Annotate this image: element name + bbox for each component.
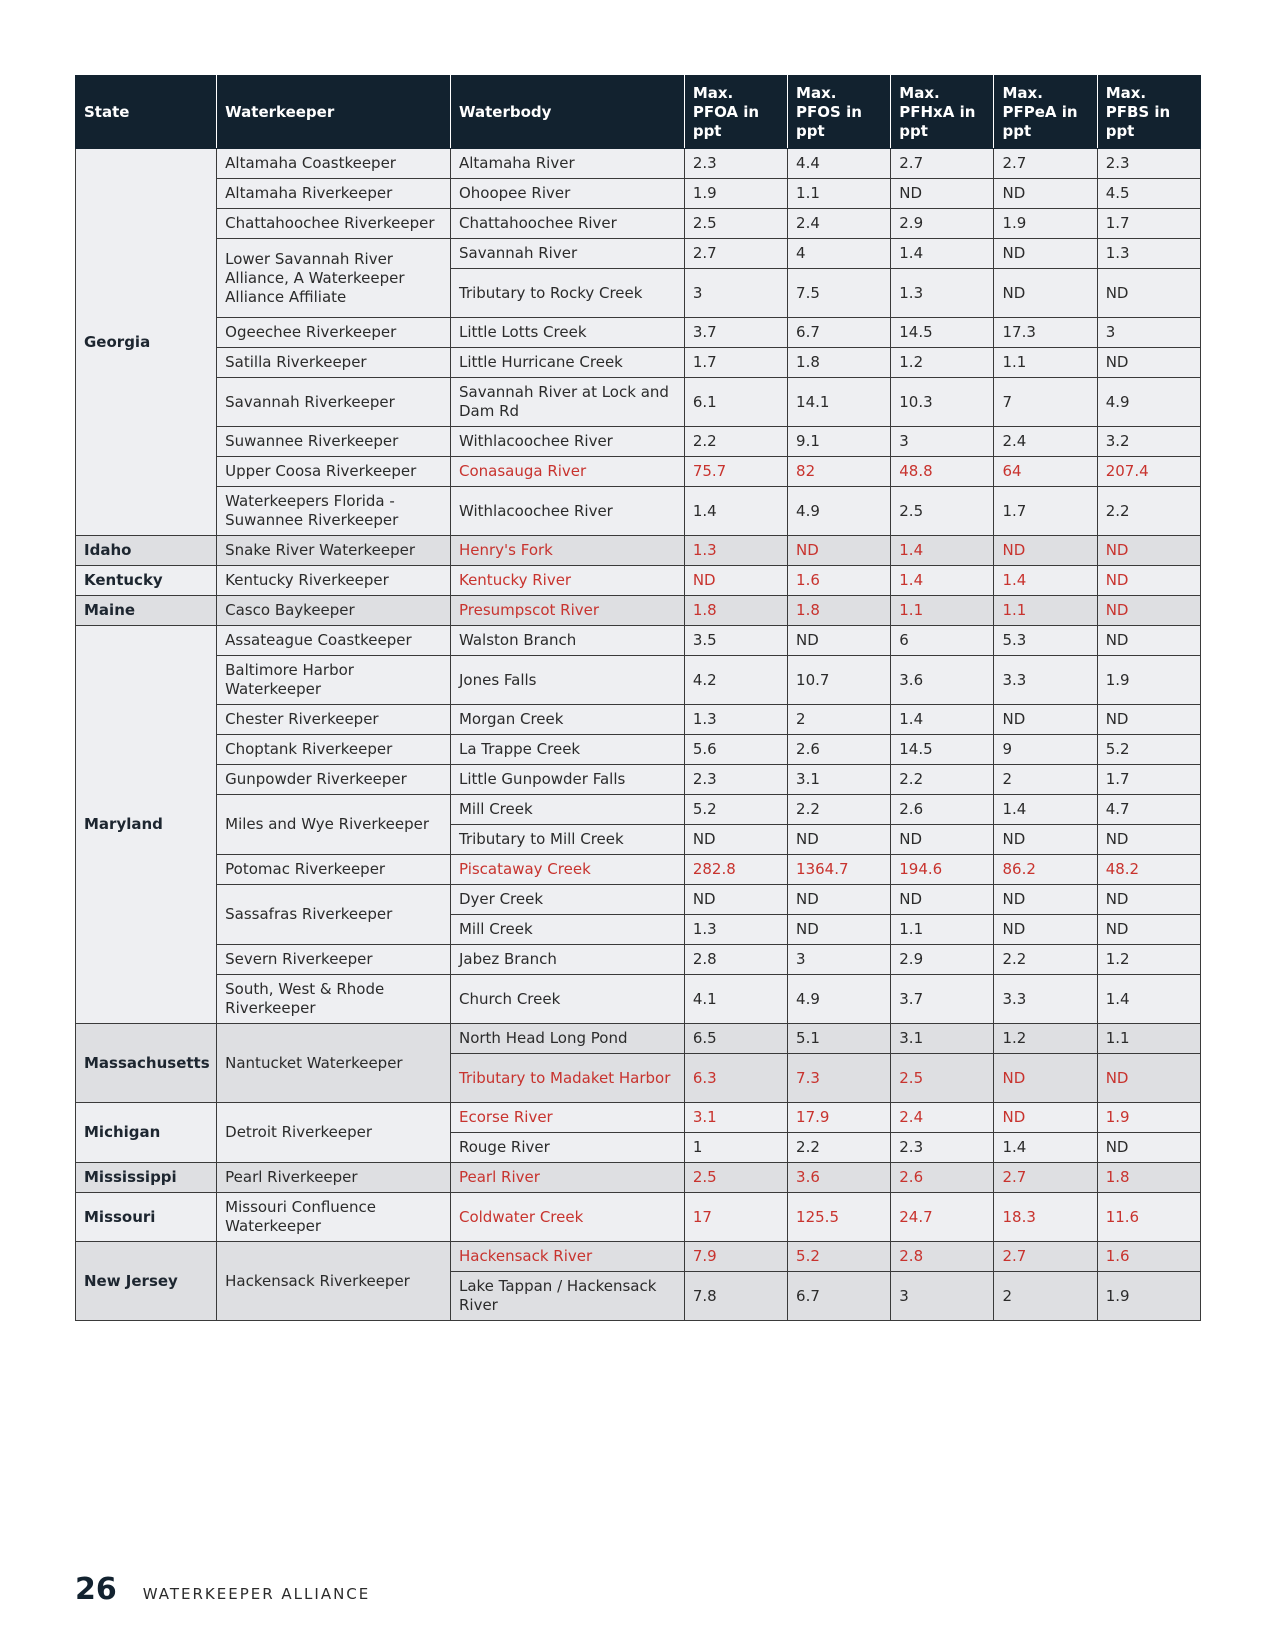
state-cell: New Jersey (76, 1242, 217, 1321)
page-footer (75, 1572, 370, 1607)
value-cell-pfhxa: 2.7 (891, 149, 994, 179)
value-cell-pfpea: 7 (994, 378, 1097, 427)
state-group (76, 566, 1201, 596)
value-cell-pfpea: 1.7 (994, 487, 1097, 536)
value-cell-pfbs: 2.2 (1097, 487, 1200, 536)
value-cell-pfpea: 1.4 (994, 795, 1097, 825)
value-cell-pfhxa: 2.9 (891, 209, 994, 239)
table-row (76, 596, 1201, 626)
value-cell-pfos: 6.7 (788, 318, 891, 348)
value-cell-pfoa: 6.3 (684, 1054, 787, 1103)
waterkeeper-cell: Miles and Wye Riverkeeper (217, 795, 451, 855)
table-row (76, 795, 1201, 825)
waterbody-cell: Jones Falls (450, 656, 684, 705)
value-cell-pfpea: ND (994, 915, 1097, 945)
waterbody-cell: Withlacoochee River (450, 427, 684, 457)
value-cell-pfbs: 1.9 (1097, 656, 1200, 705)
value-cell-pfos: 7.5 (788, 269, 891, 318)
value-cell-pfhxa: 1.2 (891, 348, 994, 378)
table-row (76, 427, 1201, 457)
value-cell-pfhxa: 2.2 (891, 765, 994, 795)
value-cell-pfos: 2.2 (788, 795, 891, 825)
waterbody-cell: Pearl River (450, 1163, 684, 1193)
waterbody-cell: Coldwater Creek (450, 1193, 684, 1242)
value-cell-pfbs: 5.2 (1097, 735, 1200, 765)
value-cell-pfpea: 1.2 (994, 1024, 1097, 1054)
value-cell-pfos: ND (788, 825, 891, 855)
value-cell-pfos: 125.5 (788, 1193, 891, 1242)
waterbody-cell: Savannah River at Lock and Dam Rd (450, 378, 684, 427)
value-cell-pfos: 5.2 (788, 1242, 891, 1272)
waterbody-cell: Mill Creek (450, 795, 684, 825)
value-cell-pfpea: 17.3 (994, 318, 1097, 348)
value-cell-pfos: ND (788, 536, 891, 566)
value-cell-pfoa: 1.7 (684, 348, 787, 378)
value-cell-pfhxa: ND (891, 885, 994, 915)
waterkeeper-cell: Kentucky Riverkeeper (217, 566, 451, 596)
value-cell-pfhxa: 194.6 (891, 855, 994, 885)
value-cell-pfoa: 2.5 (684, 1163, 787, 1193)
table-header (76, 76, 1201, 149)
value-cell-pfbs: ND (1097, 1133, 1200, 1163)
value-cell-pfhxa: 10.3 (891, 378, 994, 427)
value-cell-pfos: 2 (788, 705, 891, 735)
state-group (76, 626, 1201, 1024)
value-cell-pfbs: 4.5 (1097, 179, 1200, 209)
state-group (76, 149, 1201, 536)
value-cell-pfoa: 6.1 (684, 378, 787, 427)
value-cell-pfpea: 2.7 (994, 1163, 1097, 1193)
state-group (76, 596, 1201, 626)
value-cell-pfpea: ND (994, 239, 1097, 269)
value-cell-pfos: 5.1 (788, 1024, 891, 1054)
table-row (76, 705, 1201, 735)
value-cell-pfpea: 2.4 (994, 427, 1097, 457)
value-cell-pfoa: 1 (684, 1133, 787, 1163)
value-cell-pfbs: 3.2 (1097, 427, 1200, 457)
value-cell-pfpea: ND (994, 885, 1097, 915)
value-cell-pfoa: 3.7 (684, 318, 787, 348)
value-cell-pfhxa: 2.5 (891, 1054, 994, 1103)
value-cell-pfhxa: 2.8 (891, 1242, 994, 1272)
value-cell-pfos: 1.6 (788, 566, 891, 596)
value-cell-pfbs: ND (1097, 825, 1200, 855)
value-cell-pfos: 6.7 (788, 1272, 891, 1321)
state-cell: Kentucky (76, 566, 217, 596)
value-cell-pfhxa: 3.6 (891, 656, 994, 705)
waterbody-cell: Chattahoochee River (450, 209, 684, 239)
value-cell-pfbs: ND (1097, 626, 1200, 656)
table-row (76, 855, 1201, 885)
value-cell-pfbs: ND (1097, 348, 1200, 378)
waterkeeper-cell: Casco Baykeeper (217, 596, 451, 626)
value-cell-pfoa: 1.3 (684, 915, 787, 945)
value-cell-pfbs: 1.4 (1097, 975, 1200, 1024)
state-cell: Maryland (76, 626, 217, 1024)
state-cell: Michigan (76, 1103, 217, 1163)
waterbody-cell: Presumpscot River (450, 596, 684, 626)
value-cell-pfpea: 2.7 (994, 149, 1097, 179)
value-cell-pfos: 1.1 (788, 179, 891, 209)
waterkeeper-cell: Gunpowder Riverkeeper (217, 765, 451, 795)
value-cell-pfhxa: 2.5 (891, 487, 994, 536)
table-row (76, 765, 1201, 795)
column-header-waterbody: Waterbody (450, 76, 684, 149)
waterbody-cell: Altamaha River (450, 149, 684, 179)
value-cell-pfoa: 2.8 (684, 945, 787, 975)
value-cell-pfoa: 7.9 (684, 1242, 787, 1272)
waterbody-cell: Ecorse River (450, 1103, 684, 1133)
waterkeeper-cell: Savannah Riverkeeper (217, 378, 451, 427)
waterkeeper-cell: Pearl Riverkeeper (217, 1163, 451, 1193)
state-group (76, 536, 1201, 566)
value-cell-pfpea: 9 (994, 735, 1097, 765)
value-cell-pfos: 1364.7 (788, 855, 891, 885)
value-cell-pfoa: ND (684, 825, 787, 855)
table-row (76, 348, 1201, 378)
waterkeeper-cell: Suwannee Riverkeeper (217, 427, 451, 457)
value-cell-pfos: 3.1 (788, 765, 891, 795)
value-cell-pfos: ND (788, 915, 891, 945)
waterkeeper-cell: Baltimore Harbor Waterkeeper (217, 656, 451, 705)
value-cell-pfbs: ND (1097, 566, 1200, 596)
page-number: 26 (75, 1572, 117, 1607)
value-cell-pfoa: 1.9 (684, 179, 787, 209)
waterkeeper-cell: Altamaha Coastkeeper (217, 149, 451, 179)
value-cell-pfbs: 1.7 (1097, 765, 1200, 795)
value-cell-pfos: 3.6 (788, 1163, 891, 1193)
value-cell-pfos: 82 (788, 457, 891, 487)
waterkeeper-cell: Sassafras Riverkeeper (217, 885, 451, 945)
waterbody-cell: Piscataway Creek (450, 855, 684, 885)
value-cell-pfbs: 1.8 (1097, 1163, 1200, 1193)
waterkeeper-cell: Chester Riverkeeper (217, 705, 451, 735)
value-cell-pfbs: ND (1097, 1054, 1200, 1103)
value-cell-pfpea: ND (994, 1103, 1097, 1133)
pfas-results-table (75, 75, 1201, 1321)
organization-name: WATERKEEPER ALLIANCE (142, 1585, 371, 1603)
value-cell-pfpea: 3.3 (994, 656, 1097, 705)
value-cell-pfpea: 2 (994, 1272, 1097, 1321)
value-cell-pfos: 2.6 (788, 735, 891, 765)
value-cell-pfpea: 2.7 (994, 1242, 1097, 1272)
value-cell-pfhxa: 24.7 (891, 1193, 994, 1242)
waterbody-cell: Dyer Creek (450, 885, 684, 915)
waterkeeper-cell: South, West & Rhode Riverkeeper (217, 975, 451, 1024)
waterbody-cell: Conasauga River (450, 457, 684, 487)
value-cell-pfhxa: 1.1 (891, 596, 994, 626)
waterkeeper-cell: Altamaha Riverkeeper (217, 179, 451, 209)
waterbody-cell: Church Creek (450, 975, 684, 1024)
waterkeeper-cell: Detroit Riverkeeper (217, 1103, 451, 1163)
value-cell-pfbs: ND (1097, 885, 1200, 915)
table-row (76, 735, 1201, 765)
value-cell-pfoa: 5.2 (684, 795, 787, 825)
waterbody-cell: Mill Creek (450, 915, 684, 945)
table-row (76, 1163, 1201, 1193)
value-cell-pfpea: ND (994, 536, 1097, 566)
waterbody-cell: Savannah River (450, 239, 684, 269)
state-cell: Georgia (76, 149, 217, 536)
value-cell-pfos: 4 (788, 239, 891, 269)
value-cell-pfbs: 1.9 (1097, 1272, 1200, 1321)
value-cell-pfhxa: 2.9 (891, 945, 994, 975)
value-cell-pfhxa: 2.6 (891, 795, 994, 825)
value-cell-pfoa: 4.1 (684, 975, 787, 1024)
state-group (76, 1024, 1201, 1103)
table-row (76, 179, 1201, 209)
value-cell-pfpea: 3.3 (994, 975, 1097, 1024)
value-cell-pfhxa: 1.4 (891, 705, 994, 735)
table-row (76, 656, 1201, 705)
value-cell-pfpea: ND (994, 705, 1097, 735)
column-header-pfos: Max. PFOS in ppt (788, 76, 891, 149)
value-cell-pfhxa: 1.4 (891, 536, 994, 566)
waterbody-cell: North Head Long Pond (450, 1024, 684, 1054)
waterkeeper-cell: Satilla Riverkeeper (217, 348, 451, 378)
value-cell-pfos: 3 (788, 945, 891, 975)
state-cell: Mississippi (76, 1163, 217, 1193)
table-row (76, 487, 1201, 536)
value-cell-pfbs: 1.6 (1097, 1242, 1200, 1272)
value-cell-pfbs: ND (1097, 269, 1200, 318)
table-row (76, 457, 1201, 487)
value-cell-pfos: ND (788, 626, 891, 656)
waterbody-cell: Rouge River (450, 1133, 684, 1163)
value-cell-pfbs: ND (1097, 705, 1200, 735)
value-cell-pfhxa: 2.4 (891, 1103, 994, 1133)
value-cell-pfbs: 4.7 (1097, 795, 1200, 825)
waterbody-cell: Little Gunpowder Falls (450, 765, 684, 795)
value-cell-pfoa: 2.3 (684, 765, 787, 795)
value-cell-pfoa: 75.7 (684, 457, 787, 487)
waterbody-cell: Morgan Creek (450, 705, 684, 735)
table-row (76, 1103, 1201, 1133)
table-row (76, 1242, 1201, 1272)
value-cell-pfos: 14.1 (788, 378, 891, 427)
value-cell-pfoa: 1.4 (684, 487, 787, 536)
value-cell-pfoa: ND (684, 885, 787, 915)
value-cell-pfpea: 1.4 (994, 566, 1097, 596)
value-cell-pfoa: 2.5 (684, 209, 787, 239)
value-cell-pfoa: 3.1 (684, 1103, 787, 1133)
state-group (76, 1193, 1201, 1242)
value-cell-pfhxa: ND (891, 825, 994, 855)
value-cell-pfoa: 3.5 (684, 626, 787, 656)
value-cell-pfpea: ND (994, 825, 1097, 855)
value-cell-pfoa: ND (684, 566, 787, 596)
value-cell-pfos: 4.9 (788, 975, 891, 1024)
column-header-waterkeeper: Waterkeeper (217, 76, 451, 149)
value-cell-pfbs: 2.3 (1097, 149, 1200, 179)
waterkeeper-cell: Assateague Coastkeeper (217, 626, 451, 656)
value-cell-pfhxa: 3 (891, 427, 994, 457)
value-cell-pfhxa: 14.5 (891, 318, 994, 348)
table-row (76, 209, 1201, 239)
value-cell-pfhxa: 48.8 (891, 457, 994, 487)
waterbody-cell: La Trappe Creek (450, 735, 684, 765)
value-cell-pfos: 10.7 (788, 656, 891, 705)
waterkeeper-cell: Upper Coosa Riverkeeper (217, 457, 451, 487)
state-group (76, 1242, 1201, 1321)
value-cell-pfhxa: 3.7 (891, 975, 994, 1024)
value-cell-pfoa: 2.7 (684, 239, 787, 269)
value-cell-pfos: 17.9 (788, 1103, 891, 1133)
value-cell-pfoa: 7.8 (684, 1272, 787, 1321)
value-cell-pfpea: 5.3 (994, 626, 1097, 656)
value-cell-pfoa: 17 (684, 1193, 787, 1242)
value-cell-pfos: 2.2 (788, 1133, 891, 1163)
value-cell-pfoa: 1.8 (684, 596, 787, 626)
value-cell-pfpea: 2 (994, 765, 1097, 795)
value-cell-pfbs: 3 (1097, 318, 1200, 348)
value-cell-pfoa: 5.6 (684, 735, 787, 765)
table-row (76, 566, 1201, 596)
value-cell-pfoa: 282.8 (684, 855, 787, 885)
value-cell-pfoa: 2.3 (684, 149, 787, 179)
table-row (76, 975, 1201, 1024)
column-header-pfpea: Max. PFPeA in ppt (994, 76, 1097, 149)
waterbody-cell: Walston Branch (450, 626, 684, 656)
column-header-pfhxa: Max. PFHxA in ppt (891, 76, 994, 149)
value-cell-pfoa: 1.3 (684, 705, 787, 735)
value-cell-pfhxa: 1.4 (891, 566, 994, 596)
column-header-pfoa: Max. PFOA in ppt (684, 76, 787, 149)
waterbody-cell: Tributary to Rocky Creek (450, 269, 684, 318)
value-cell-pfhxa: 1.1 (891, 915, 994, 945)
value-cell-pfbs: 1.3 (1097, 239, 1200, 269)
value-cell-pfpea: ND (994, 269, 1097, 318)
table-row (76, 1193, 1201, 1242)
value-cell-pfhxa: 3.1 (891, 1024, 994, 1054)
state-cell: Maine (76, 596, 217, 626)
value-cell-pfhxa: 6 (891, 626, 994, 656)
waterbody-cell: Jabez Branch (450, 945, 684, 975)
value-cell-pfbs: 1.7 (1097, 209, 1200, 239)
value-cell-pfhxa: ND (891, 179, 994, 209)
waterkeeper-cell: Chattahoochee Riverkeeper (217, 209, 451, 239)
table-row (76, 318, 1201, 348)
value-cell-pfbs: ND (1097, 536, 1200, 566)
state-cell: Idaho (76, 536, 217, 566)
value-cell-pfhxa: 1.3 (891, 269, 994, 318)
waterkeeper-cell: Potomac Riverkeeper (217, 855, 451, 885)
waterbody-cell: Tributary to Madaket Harbor (450, 1054, 684, 1103)
value-cell-pfbs: 1.9 (1097, 1103, 1200, 1133)
value-cell-pfhxa: 3 (891, 1272, 994, 1321)
value-cell-pfpea: 64 (994, 457, 1097, 487)
value-cell-pfos: 1.8 (788, 348, 891, 378)
waterkeeper-cell: Lower Savannah River Alliance, A Waterkeeper Alliance Affiliate (217, 239, 451, 318)
waterkeeper-cell: Nantucket Waterkeeper (217, 1024, 451, 1103)
table-row (76, 626, 1201, 656)
value-cell-pfpea: 1.9 (994, 209, 1097, 239)
waterbody-cell: Lake Tappan / Hackensack River (450, 1272, 684, 1321)
value-cell-pfos: ND (788, 885, 891, 915)
table-row (76, 1024, 1201, 1054)
waterkeeper-cell: Hackensack Riverkeeper (217, 1242, 451, 1321)
column-header-pfbs: Max. PFBS in ppt (1097, 76, 1200, 149)
waterkeeper-cell: Ogeechee Riverkeeper (217, 318, 451, 348)
value-cell-pfos: 4.4 (788, 149, 891, 179)
waterkeeper-cell: Severn Riverkeeper (217, 945, 451, 975)
waterkeeper-cell: Waterkeepers Florida - Suwannee Riverkeeper (217, 487, 451, 536)
value-cell-pfos: 1.8 (788, 596, 891, 626)
value-cell-pfos: 4.9 (788, 487, 891, 536)
waterkeeper-cell: Missouri Confluence Waterkeeper (217, 1193, 451, 1242)
value-cell-pfpea: 2.2 (994, 945, 1097, 975)
value-cell-pfhxa: 2.6 (891, 1163, 994, 1193)
state-cell: Massachusetts (76, 1024, 217, 1103)
waterbody-cell: Tributary to Mill Creek (450, 825, 684, 855)
value-cell-pfbs: 207.4 (1097, 457, 1200, 487)
value-cell-pfoa: 3 (684, 269, 787, 318)
value-cell-pfhxa: 1.4 (891, 239, 994, 269)
value-cell-pfpea: 86.2 (994, 855, 1097, 885)
value-cell-pfos: 9.1 (788, 427, 891, 457)
value-cell-pfbs: 4.9 (1097, 378, 1200, 427)
table-row (76, 149, 1201, 179)
table-row (76, 885, 1201, 915)
value-cell-pfpea: 1.1 (994, 348, 1097, 378)
value-cell-pfbs: 1.2 (1097, 945, 1200, 975)
value-cell-pfbs: 48.2 (1097, 855, 1200, 885)
waterbody-cell: Ohoopee River (450, 179, 684, 209)
waterkeeper-cell: Choptank Riverkeeper (217, 735, 451, 765)
value-cell-pfpea: ND (994, 1054, 1097, 1103)
value-cell-pfoa: 4.2 (684, 656, 787, 705)
value-cell-pfpea: 1.1 (994, 596, 1097, 626)
state-group (76, 1163, 1201, 1193)
value-cell-pfbs: ND (1097, 915, 1200, 945)
value-cell-pfbs: 11.6 (1097, 1193, 1200, 1242)
table-row (76, 239, 1201, 269)
table-row (76, 536, 1201, 566)
value-cell-pfos: 2.4 (788, 209, 891, 239)
column-header-state: State (76, 76, 217, 149)
value-cell-pfpea: 18.3 (994, 1193, 1097, 1242)
table-row (76, 378, 1201, 427)
value-cell-pfpea: 1.4 (994, 1133, 1097, 1163)
waterkeeper-cell: Snake River Waterkeeper (217, 536, 451, 566)
value-cell-pfpea: ND (994, 179, 1097, 209)
value-cell-pfhxa: 2.3 (891, 1133, 994, 1163)
value-cell-pfos: 7.3 (788, 1054, 891, 1103)
value-cell-pfhxa: 14.5 (891, 735, 994, 765)
waterbody-cell: Henry's Fork (450, 536, 684, 566)
value-cell-pfoa: 6.5 (684, 1024, 787, 1054)
value-cell-pfbs: 1.1 (1097, 1024, 1200, 1054)
waterbody-cell: Little Lotts Creek (450, 318, 684, 348)
waterbody-cell: Little Hurricane Creek (450, 348, 684, 378)
value-cell-pfbs: ND (1097, 596, 1200, 626)
state-cell: Missouri (76, 1193, 217, 1242)
value-cell-pfoa: 1.3 (684, 536, 787, 566)
value-cell-pfoa: 2.2 (684, 427, 787, 457)
table-row (76, 945, 1201, 975)
waterbody-cell: Withlacoochee River (450, 487, 684, 536)
waterbody-cell: Kentucky River (450, 566, 684, 596)
waterbody-cell: Hackensack River (450, 1242, 684, 1272)
state-group (76, 1103, 1201, 1163)
